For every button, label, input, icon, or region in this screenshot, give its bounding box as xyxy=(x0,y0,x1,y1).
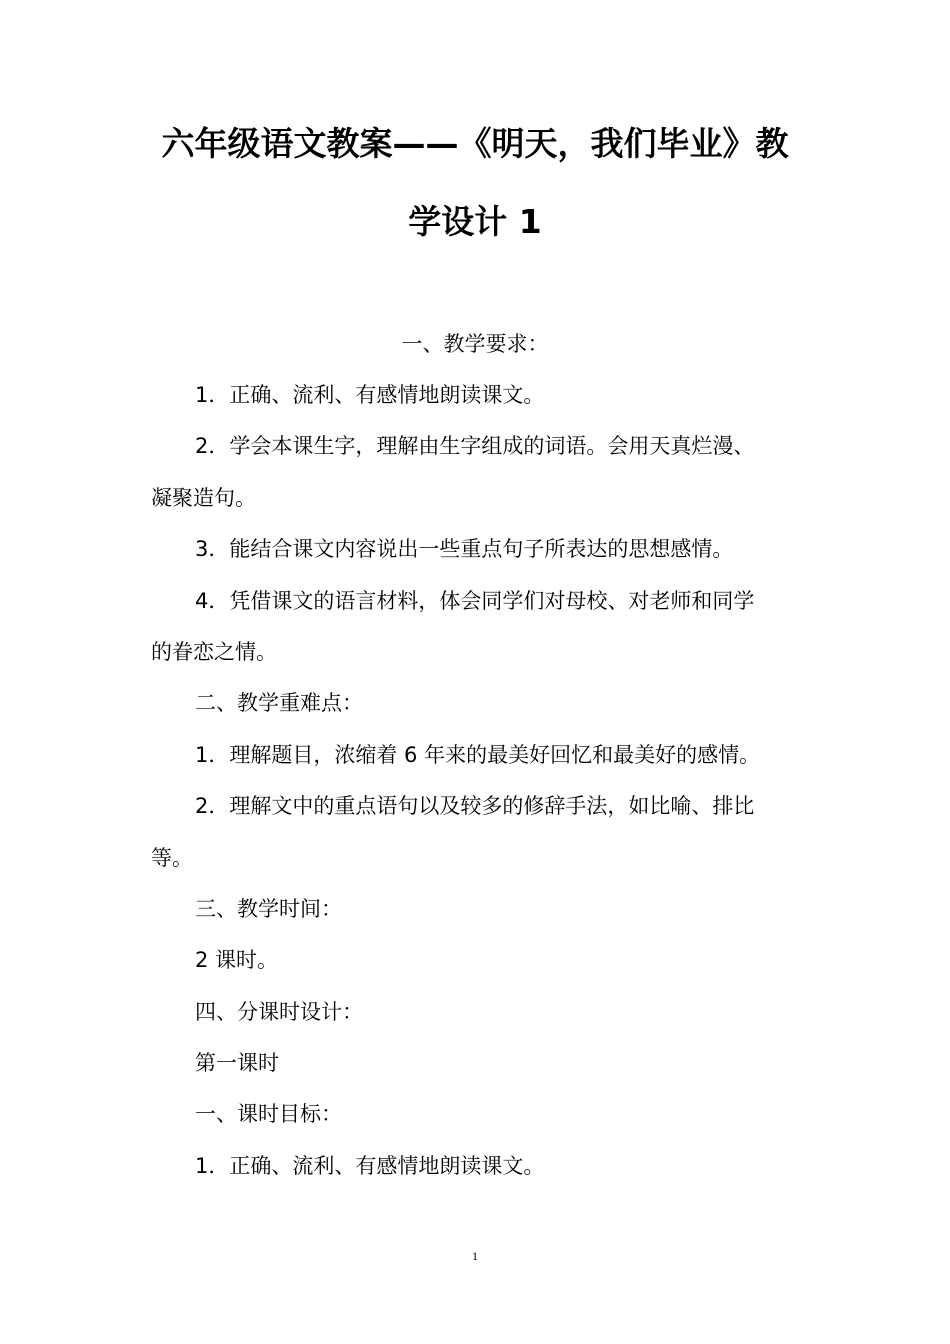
heading-teaching-requirements: 一、教学要求： xyxy=(401,332,549,356)
heading-teaching-time: 三、教学时间： xyxy=(195,897,342,921)
heading-key-difficult-points: 二、教学重难点： xyxy=(195,691,363,715)
requirement-2-line-1: 2．学会本课生字，理解由生字组成的词语。会用天真烂漫、 xyxy=(195,434,755,458)
heading-lesson-design: 四、分课时设计： xyxy=(195,1000,363,1024)
requirement-3: 3．能结合课文内容说出一些重点句子所表达的思想感情。 xyxy=(195,537,734,561)
requirement-4-line-2: 的眷恋之情。 xyxy=(151,640,277,664)
page-number: 1 xyxy=(472,1249,478,1263)
document-title-line-2: 学设计 1 xyxy=(408,202,542,241)
requirement-4-line-1: 4．凭借课文的语言材料，体会同学们对母校、对老师和同学 xyxy=(195,589,755,613)
requirement-2-line-2: 凝聚造句。 xyxy=(151,486,256,510)
document-title-line-1: 六年级语文教案——《明天，我们毕业》教 xyxy=(161,124,789,163)
key-point-1: 1．理解题目，浓缩着 6 年来的最美好回忆和最美好的感情。 xyxy=(195,743,761,767)
requirement-1: 1．正确、流利、有感情地朗读课文。 xyxy=(195,383,545,407)
lesson-goals-heading: 一、课时目标： xyxy=(195,1102,342,1126)
key-point-2-line-1: 2．理解文中的重点语句以及较多的修辞手法，如比喻、排比 xyxy=(195,794,755,818)
lesson-one-heading: 第一课时 xyxy=(195,1051,279,1075)
lesson-goal-1: 1．正确、流利、有感情地朗读课文。 xyxy=(195,1154,545,1178)
key-point-2-line-2: 等。 xyxy=(151,846,193,870)
teaching-time-value: 2 课时。 xyxy=(195,948,279,972)
